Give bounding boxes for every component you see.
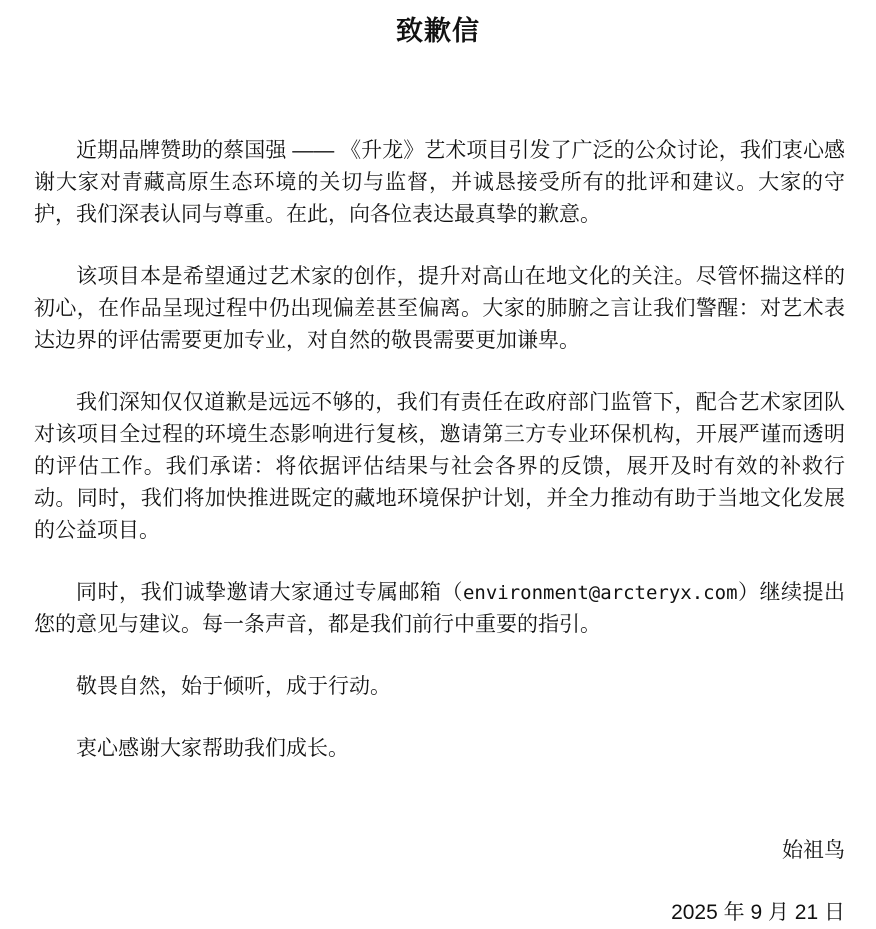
invitation-text-suffix: ）继续提出您的意见与建议。每一条声音，都是我们前行中重要的指引。 xyxy=(34,581,846,636)
letter-body xyxy=(0,135,876,929)
closing-line-motto: 敬畏自然，始于倾听，成于行动。 xyxy=(76,675,391,698)
closing-block xyxy=(34,671,845,765)
signature-block xyxy=(34,835,845,929)
invitation-text-prefix: 同时，我们诚挚邀请大家通过专属邮箱（ xyxy=(76,581,463,604)
paragraph-project-intent: 该项目本是希望通过艺术家的创作，提升对高山在地文化的关注。尽管怀揣这样的初心，在作品呈现过程中仍出现偏差甚至偏离。大家的肺腑之言让我们警醒：对艺术表达边界的评估需要更加专业，对自然的敬畏需要更加谦卑。 xyxy=(34,265,845,352)
closing-line-thanks: 衷心感谢大家帮助我们成长。 xyxy=(76,737,349,760)
email-text: environment@arcteryx.com xyxy=(462,582,738,604)
letter-title: 致歉信 xyxy=(396,16,480,46)
paragraph-intro-apology: 近期品牌赞助的蔡国强 —— 《升龙》艺术项目引发了广泛的公众讨论，我们衷心感谢大家对青藏高原生态环境的关切与监督，并诚恳接受所有的批评和建议。大家的守护，我们深表认同与尊重。在此，向各位表达最真挚的歉意。 xyxy=(34,139,845,226)
paragraph-feedback-invitation xyxy=(34,577,845,641)
signature-name: 始祖鸟 xyxy=(782,839,845,862)
signature-date: 2025 年 9 月 21 日 xyxy=(671,901,845,924)
paragraph-remediation-commitment: 我们深知仅仅道歉是远远不够的，我们有责任在政府部门监管下，配合艺术家团队对该项目全过程的环境生态影响进行复核，邀请第三方专业环保机构，开展严谨而透明的评估工作。我们承诺：将依据评估结果与社会各界的反馈，展开及时有效的补救行动。同时，我们将加快推进既定的藏地环境保护计划，并全力推动有助于当地文化发展的公益项目。 xyxy=(34,391,845,542)
